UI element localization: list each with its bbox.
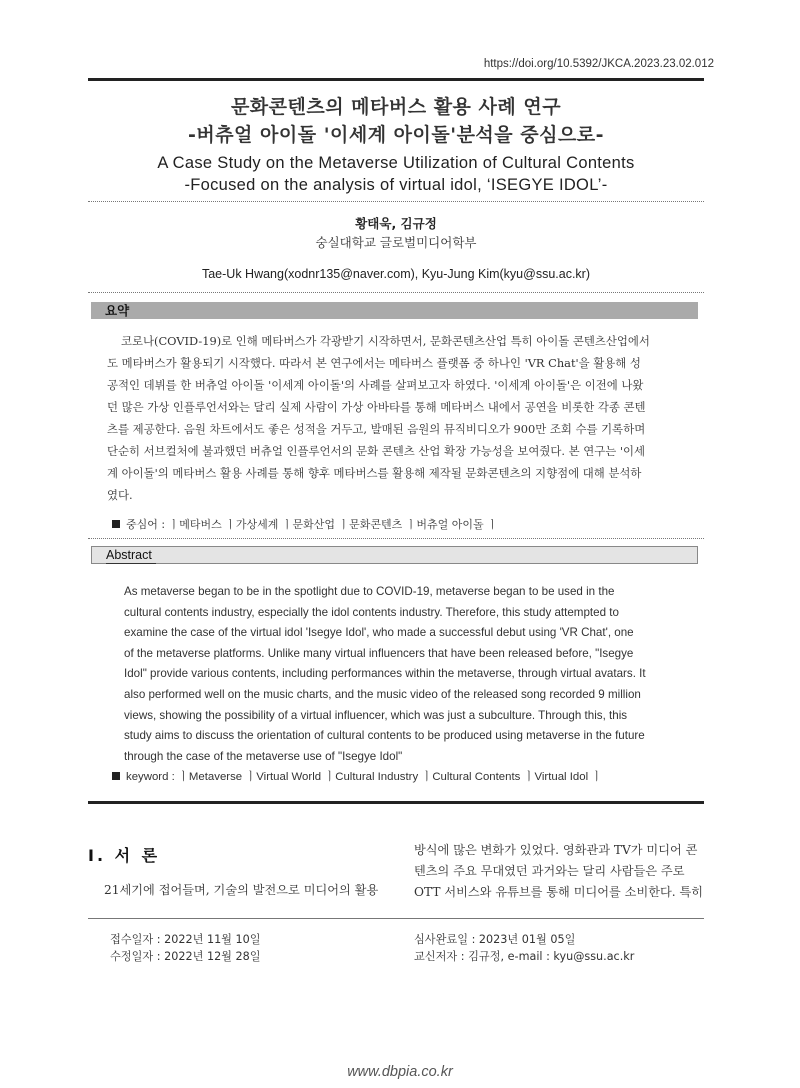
subtitle-korean: -버츄얼 아이돌 '이세계 아이돌'분석을 중심으로- [187, 124, 605, 146]
affiliation-korean: 숭실대학교 글로벌미디어학부 [315, 235, 477, 250]
top-rule [88, 78, 704, 81]
corresponding-author: 교신저자 : 김규정, e-mail : kyu@ssu.ac.kr [414, 950, 635, 963]
section-rule [88, 801, 704, 804]
intro-left-text: 21세기에 접어들며, 기술의 발전으로 미디어의 활용 [104, 883, 379, 897]
keywords-list: ㅣMetaverse ㅣVirtual World ㅣCultural Industry ㅣCultural Contents ㅣVirtual Idol ㅣ [177, 771, 603, 783]
summary-line: 던 많은 가상 인플루언서와는 달리 실제 사람이 가상 아바타를 통해 메타버스 내에서 공연을 비롯한 각종 콘텐 [107, 400, 646, 414]
doi-link[interactable]: https://doi.org/10.5392/JKCA.2023.23.02.012 [483, 58, 714, 70]
keywords-label: 중심어 : [126, 518, 166, 531]
summary-line: 츠를 제공한다. 음원 차트에서도 좋은 성적을 거두고, 발매된 음원의 뮤직비디오가 900만 조회 수를 기록하며 [107, 422, 646, 436]
dotted-divider [88, 292, 704, 293]
summary-paragraph [107, 330, 682, 506]
intro-heading: I. 서 론 [88, 846, 161, 865]
abstract-keywords [112, 768, 602, 784]
footnote-rule [88, 918, 704, 919]
bullet-square-icon [112, 520, 120, 528]
footer-watermark[interactable]: www.dbpia.co.kr [347, 1064, 453, 1080]
abstract-line: views, showing the possibility of a virtual influencer, which was just a subculture. Through this, this [124, 708, 628, 722]
dotted-divider [88, 538, 704, 539]
intro-right-line: 방식에 많은 변화가 있었다. 영화관과 TV가 미디어 콘 [414, 843, 698, 857]
revised-date: 수정일자 : 2022년 12월 28일 [110, 950, 261, 963]
abstract-line: cultural contents industry, especially the idol contents industry. Therefore, this study attempted to [124, 605, 619, 619]
dotted-divider [88, 201, 704, 202]
keywords-label: keyword : [126, 771, 175, 783]
abstract-line: As metaverse began to be in the spotlight due to COVID-19, metaverse began to be used in the [124, 585, 615, 598]
summary-line: 코로나(COVID-19)로 인해 메타버스가 각광받기 시작하면서, 문화콘텐츠산업 특히 아이돌 콘텐츠산업에서 [121, 334, 650, 348]
bullet-square-icon [112, 772, 120, 780]
abstract-line: through the case of the metaverse use of "Isegye Idol" [124, 749, 403, 763]
abstract-line: study aims to discuss the orientation of cultural contents to be produced using metaverse in the future [124, 729, 645, 743]
summary-heading: 요약 [91, 302, 698, 319]
summary-line: 도 메타버스가 활용되기 시작했다. 따라서 본 연구에서는 메타버스 플랫폼 중 하나인 'VR Chat'을 활용해 성 [107, 356, 641, 370]
received-date: 접수일자 : 2022년 11월 10일 [110, 933, 261, 946]
authors-english: Tae-Uk Hwang(xodnr135@naver.com), Kyu-Jung Kim(kyu@ssu.ac.kr) [201, 267, 590, 281]
title-korean: 문화콘텐츠의 메타버스 활용 사례 연구 [230, 96, 562, 118]
title-english: A Case Study on the Metaverse Utilization of Cultural Contents [157, 154, 635, 172]
abstract-line: examine the case of the virtual idol 'Isegye Idol', who made a successful debut using 'VR Chat', one [124, 626, 634, 640]
summary-line: 단순히 서브컬처에 불과했던 버츄얼 인플루언서의 문화 콘텐츠 산업 확장 가능성을 보여줬다. 본 연구는 '이세 [107, 444, 645, 458]
abstract-paragraph [124, 582, 684, 767]
summary-keywords [112, 516, 498, 532]
subtitle-english: -Focused on the analysis of virtual idol, ‘ISEGYE IDOL’- [184, 176, 608, 194]
abstract-line: also performed well on the music charts, and the music video of the released song recorded 9 million [124, 687, 641, 701]
summary-line: 였다. [107, 488, 133, 502]
summary-line: 공적인 데뷔를 한 버츄얼 아이돌 '이세계 아이돌'의 사례를 살펴보고자 하였다. '이세계 아이돌'은 이전에 나왔 [107, 378, 644, 392]
abstract-heading-label: Abstract [106, 547, 156, 564]
accepted-date: 심사완료일 : 2023년 01월 05일 [414, 933, 576, 946]
authors-korean: 황태욱, 김규정 [355, 216, 437, 231]
intro-right-line: OTT 서비스와 유튜브를 통해 미디어를 소비한다. 특히 [414, 885, 704, 899]
abstract-heading [91, 546, 698, 564]
summary-line: 계 아이돌'의 메타버스 활용 사례를 통해 향후 메타버스를 활용해 제작될 문화콘텐츠의 지향점에 대해 분석하 [107, 466, 642, 480]
intro-right-line: 텐츠의 주요 무대였던 과거와는 달리 사람들은 주로 [414, 864, 685, 878]
intro-right-column [414, 840, 706, 903]
abstract-line: Idol" provide various contents, including performances within the metaverse, through virtual avatars. It [124, 667, 646, 681]
keywords-list: ㅣ메타버스 ㅣ가상세계 ㅣ문화산업 ㅣ문화콘텐츠 ㅣ버츄얼 아이돌 ㅣ [168, 518, 498, 531]
abstract-line: of the metaverse platforms. Unlike many virtual influencers that have been released before, "Isegye [124, 646, 634, 660]
